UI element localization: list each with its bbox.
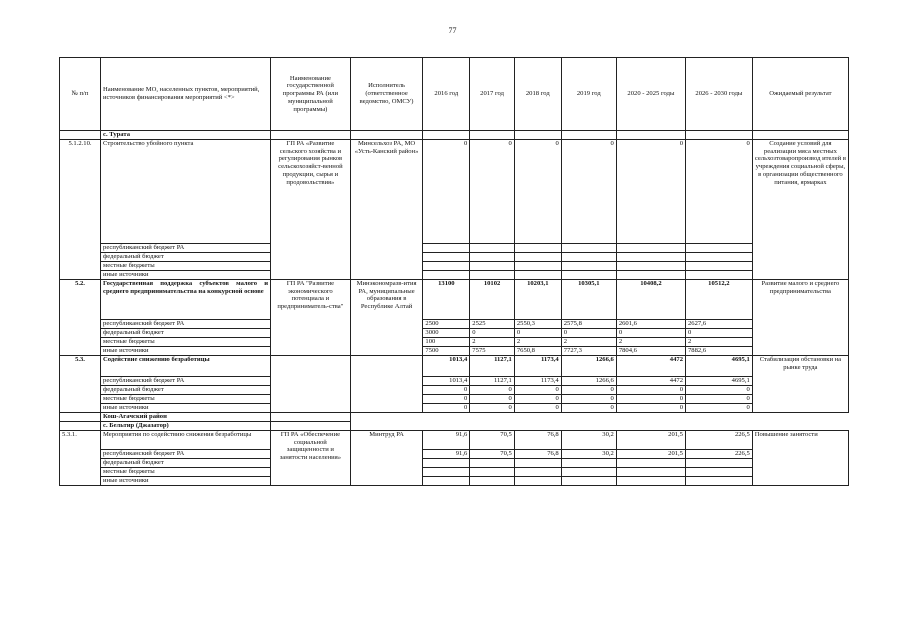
- value-2019: 0: [561, 328, 616, 337]
- value-2016: [423, 467, 470, 476]
- table-header-row: [60, 58, 849, 131]
- header-2026-2030: 2026 - 2030 годы: [685, 58, 752, 131]
- value-2026-2030: 226,5: [685, 430, 752, 449]
- source-label: иные источники: [101, 346, 271, 355]
- value-2019: 7727,3: [561, 346, 616, 355]
- item-result: Создание условий для реализации мяса местных сельхозтоваропроизвод ителей в учреждения социальной сферы, в организации общественного питания, ярмарках: [752, 139, 848, 279]
- value-2026-2030: [685, 476, 752, 485]
- header-2016: 2016 год: [423, 58, 470, 131]
- page-number: 77: [448, 26, 457, 35]
- value-2026-2030: 10512,2: [685, 279, 752, 319]
- value-2020-2025: 201,5: [616, 449, 685, 458]
- value-2016: 0: [423, 385, 470, 394]
- value-2019: [561, 476, 616, 485]
- item-name: Государственная поддержка субъектов малого и среднего предпринимательства на конкурсной основе: [101, 279, 271, 319]
- value-2026-2030: 0: [685, 139, 752, 243]
- source-row: [60, 403, 849, 412]
- value-2020-2025: [616, 476, 685, 485]
- item-number: 5.1.2.10.: [60, 139, 101, 279]
- value-2019: 0: [561, 394, 616, 403]
- item-program: ГП РА «Обеспечение социальной защищенности и занятости населения»: [271, 430, 351, 485]
- source-label: иные источники: [101, 476, 271, 485]
- district-name: Кош-Агачский район: [101, 412, 271, 421]
- table-row: [60, 279, 849, 319]
- value-2016: 3000: [423, 328, 470, 337]
- value-2026-2030: 0: [685, 394, 752, 403]
- value-2018: 1173,4: [514, 376, 561, 385]
- value-2016: [423, 476, 470, 485]
- value-2020-2025: 4472: [616, 355, 685, 376]
- value-2016: 7500: [423, 346, 470, 355]
- value-2016: 1013,4: [423, 376, 470, 385]
- value-2019: [561, 467, 616, 476]
- source-label: федеральный бюджет: [101, 385, 271, 394]
- value-2026-2030: [685, 458, 752, 467]
- item-number: 5.3.1.: [60, 430, 101, 485]
- header-2020-2025: 2020 - 2025 годы: [616, 58, 685, 131]
- value-2017: 1127,1: [470, 376, 515, 385]
- value-2017: 7575: [470, 346, 515, 355]
- source-row: [60, 394, 849, 403]
- header-program: Наименование государственной программы РА (или муниципальной программы): [271, 58, 351, 131]
- item-name: Содействие снижению безработицы: [101, 355, 271, 376]
- value-2026-2030: 0: [685, 328, 752, 337]
- source-label: республиканский бюджет РА: [101, 243, 271, 252]
- value-2020-2025: 0: [616, 403, 685, 412]
- value-2020-2025: 4472: [616, 376, 685, 385]
- item-name: Строительство убойного пункта: [101, 139, 271, 243]
- source-label: иные источники: [101, 403, 271, 412]
- source-row: [60, 476, 849, 485]
- value-2026-2030: 7882,6: [685, 346, 752, 355]
- value-2018: 76,8: [514, 430, 561, 449]
- value-2020-2025: 201,5: [616, 430, 685, 449]
- value-2017: 2: [470, 337, 515, 346]
- value-2019: 30,2: [561, 430, 616, 449]
- value-2018: [514, 476, 561, 485]
- value-2018: 0: [514, 385, 561, 394]
- value-2020-2025: 2601,6: [616, 319, 685, 328]
- value-2019: 0: [561, 403, 616, 412]
- value-2017: [470, 467, 515, 476]
- settlement-name: с. Турата: [101, 131, 271, 140]
- item-result: Стабилизация обстановки на рынке труда: [752, 355, 848, 412]
- value-2026-2030: 2: [685, 337, 752, 346]
- value-2017: [470, 458, 515, 467]
- item-number: 5.3.: [60, 355, 101, 412]
- value-2019: [561, 458, 616, 467]
- header-2018: 2018 год: [514, 58, 561, 131]
- source-row: [60, 346, 849, 355]
- value-2020-2025: 7804,6: [616, 346, 685, 355]
- value-2019: 2: [561, 337, 616, 346]
- value-2019: 30,2: [561, 449, 616, 458]
- item-executor: Минтруд РА: [350, 430, 423, 485]
- value-2020-2025: 0: [616, 139, 685, 243]
- source-label: республиканский бюджет РА: [101, 376, 271, 385]
- source-label: местные бюджеты: [101, 261, 271, 270]
- value-2018: 0: [514, 403, 561, 412]
- source-label: республиканский бюджет РА: [101, 319, 271, 328]
- source-row: [60, 261, 849, 270]
- header-executor: Исполнитель (ответственное ведомство, ОМСУ): [350, 58, 423, 131]
- settlement-row: [60, 131, 849, 140]
- value-2020-2025: [616, 458, 685, 467]
- value-2026-2030: 4695,1: [685, 376, 752, 385]
- item-executor: Минэкономразв-ития РА, муниципальные образования в Республике Алтай: [350, 279, 423, 355]
- item-number: 5.2.: [60, 279, 101, 355]
- value-2017: 1127,1: [470, 355, 515, 376]
- value-2018: [514, 467, 561, 476]
- header-2017: 2017 год: [470, 58, 515, 131]
- item-program: ГП РА "Развитие экономического потенциала и предприниматель-ства": [271, 279, 351, 355]
- source-row: [60, 328, 849, 337]
- source-label: федеральный бюджет: [101, 252, 271, 261]
- value-2018: 2550,3: [514, 319, 561, 328]
- item-executor: Минсельхоз РА, МО «Усть-Канский район»: [350, 139, 423, 279]
- value-2016: 0: [423, 403, 470, 412]
- source-label: федеральный бюджет: [101, 458, 271, 467]
- value-2019: 1266,6: [561, 376, 616, 385]
- value-2017: 0: [470, 139, 515, 243]
- value-2019: 0: [561, 385, 616, 394]
- source-row: [60, 376, 849, 385]
- source-label: местные бюджеты: [101, 467, 271, 476]
- table-row: [60, 430, 849, 449]
- source-row: [60, 467, 849, 476]
- settlement-row: [60, 421, 849, 430]
- source-row: [60, 337, 849, 346]
- value-2016: 0: [423, 394, 470, 403]
- value-2018: 1173,4: [514, 355, 561, 376]
- source-row: [60, 458, 849, 467]
- source-row: [60, 385, 849, 394]
- source-label: местные бюджеты: [101, 394, 271, 403]
- source-label: местные бюджеты: [101, 337, 271, 346]
- value-2017: 0: [470, 328, 515, 337]
- item-result: Повышение занятости: [752, 430, 848, 485]
- value-2017: 0: [470, 385, 515, 394]
- value-2018: 0: [514, 139, 561, 243]
- value-2026-2030: 0: [685, 403, 752, 412]
- value-2018: 0: [514, 328, 561, 337]
- value-2017: [470, 476, 515, 485]
- source-row: [60, 449, 849, 458]
- header-result: Ожидаемый результат: [752, 58, 848, 131]
- value-2020-2025: 0: [616, 385, 685, 394]
- value-2018: 7650,8: [514, 346, 561, 355]
- value-2016: 1013,4: [423, 355, 470, 376]
- value-2018: 10203,1: [514, 279, 561, 319]
- source-row: [60, 252, 849, 261]
- value-2016: 91,6: [423, 430, 470, 449]
- value-2026-2030: 4695,1: [685, 355, 752, 376]
- source-label: республиканский бюджет РА: [101, 449, 271, 458]
- value-2019: 1266,6: [561, 355, 616, 376]
- value-2020-2025: 0: [616, 328, 685, 337]
- value-2020-2025: 0: [616, 394, 685, 403]
- table-row: [60, 139, 849, 243]
- value-2017: 10102: [470, 279, 515, 319]
- header-2019: 2019 год: [561, 58, 616, 131]
- source-label: иные источники: [101, 270, 271, 279]
- value-2018: [514, 458, 561, 467]
- value-2020-2025: 10408,2: [616, 279, 685, 319]
- value-2026-2030: 2627,6: [685, 319, 752, 328]
- header-name: Наименование МО, населенных пунктов, мероприятий, источников финансирования мероприятий <*>: [101, 58, 271, 131]
- value-2020-2025: 2: [616, 337, 685, 346]
- value-2016: 100: [423, 337, 470, 346]
- source-row: [60, 270, 849, 279]
- value-2026-2030: 226,5: [685, 449, 752, 458]
- value-2019: 10305,1: [561, 279, 616, 319]
- value-2016: 2500: [423, 319, 470, 328]
- value-2017: 0: [470, 394, 515, 403]
- item-result: Развитие малого и среднего предпринимательства: [752, 279, 848, 355]
- source-row: [60, 319, 849, 328]
- value-2020-2025: [616, 467, 685, 476]
- value-2018: 0: [514, 394, 561, 403]
- value-2016: 13100: [423, 279, 470, 319]
- value-2018: 76,8: [514, 449, 561, 458]
- source-row: [60, 243, 849, 252]
- table-row: [60, 355, 849, 376]
- value-2026-2030: 0: [685, 385, 752, 394]
- value-2016: [423, 458, 470, 467]
- value-2016: 91,6: [423, 449, 470, 458]
- value-2019: 0: [561, 139, 616, 243]
- district-row: [60, 412, 849, 421]
- value-2016: 0: [423, 139, 470, 243]
- item-program: ГП РА «Развитие сельского хозяйства и регулирования рынков сельскохозяйст-венной продукции, сырья и продовольствия»: [271, 139, 351, 279]
- value-2017: 70,5: [470, 430, 515, 449]
- value-2017: 70,5: [470, 449, 515, 458]
- value-2019: 2575,8: [561, 319, 616, 328]
- settlement-name: с. Бельтир (Джазатор): [101, 421, 271, 430]
- program-table: [59, 57, 849, 486]
- value-2026-2030: [685, 467, 752, 476]
- source-label: федеральный бюджет: [101, 328, 271, 337]
- item-name: Мероприятия по содействию снижения безработицы: [101, 430, 271, 449]
- header-num: № п/п: [60, 58, 101, 131]
- value-2017: 2525: [470, 319, 515, 328]
- value-2017: 0: [470, 403, 515, 412]
- value-2018: 2: [514, 337, 561, 346]
